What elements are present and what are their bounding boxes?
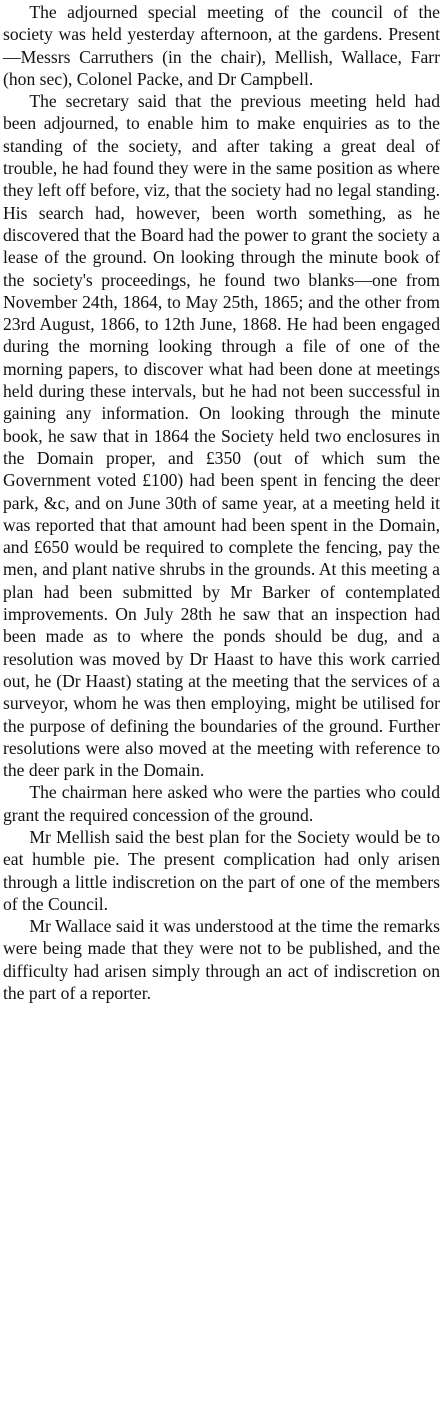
paragraph-meeting-opening: The adjourned special meeting of the council of the society was held yesterday afternoon, at the gardens. Present—Messrs Carruthers (in the chair), Mellish, Wallace, Farr (hon sec), Colonel Packe, and Dr Campbell. xyxy=(3,2,440,89)
paragraph-wallace-remark: Mr Wallace said it was understood at the time the remarks were being made that they were not to be published, and the difficulty had arisen simply through an act of indiscretion on the part of a reporter. xyxy=(3,916,440,1004)
paragraph-chairman-question: The chairman here asked who were the parties who could grant the required concession of the ground. xyxy=(3,782,440,825)
paragraph-secretary-report: The secretary said that the previous meeting held had been adjourned, to enable him to make enquiries as to the standing of the society, and after taking a great deal of trouble, he had found they were in the same position as where they left off before, viz, that the society had no legal standing. His search had, however, been worth something, as he discovered that the Board had the power to grant the society a lease of the ground. On looking through the minute book of the society's proceedings, he found two blanks—one from November 24th, 1864, to May 25th, 1865; and the other from 23rd August, 1866, to 12th June, 1868. He had been engaged during the morning looking through a file of one of the morning papers, to discover what had been done at meetings held during these intervals, but he had not been successful in gaining any information. On looking through the minute book, he saw that in 1864 the Society held two enclosures in the Domain proper, and £350 (out of which sum the Government voted £100) had been spent in fencing the deer park, &c, and on June 30th of same year, at a meeting held it was reported that that amount had been spent in the Domain, and £650 would be required to complete the fencing, pay the men, and plant native shrubs in the grounds. At this meeting a plan had been submitted by Mr Barker of contemplated improvements. On July 28th he saw that an inspection had been made as to where the ponds should be dug, and a resolution was moved by Dr Haast to have this work carried out, he (Dr Haast) stating at the meeting that the services of a surveyor, whom he was then employing, might be utilised for the purpose of defining the boundaries of the ground. Further resolutions were also moved at the meeting with reference to the deer park in the Domain. xyxy=(3,91,440,781)
paragraph-mellish-remark: Mr Mellish said the best plan for the Society would be to eat humble pie. The present complication had only arisen through a little indiscretion on the part of one of the members of the Council. xyxy=(3,826,440,914)
